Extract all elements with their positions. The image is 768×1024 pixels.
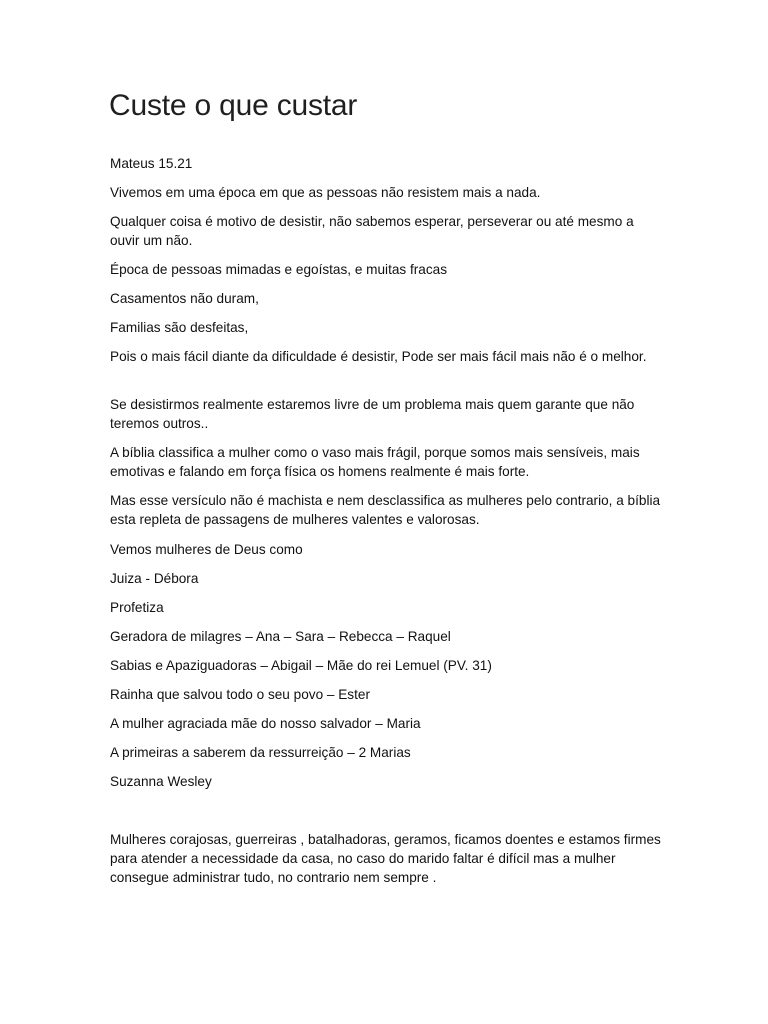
list-item: Geradora de milagres – Ana – Sara – Rebecca – Raquel [110, 629, 451, 644]
list-item: Suzanna Wesley [110, 774, 212, 789]
paragraph-scripture-reference: Mateus 15.21 [110, 156, 193, 171]
document-title: Custe o que custar [109, 89, 358, 122]
paragraph: Vemos mulheres de Deus como [110, 542, 303, 557]
list-item: A mulher agraciada mãe do nosso salvador – Maria [110, 716, 421, 731]
paragraph: Mas esse versículo não é machista e nem desclassifica as mulheres pelo contrario, a bíblia esta repleta de passagens de mulheres valentes e valorosas. [110, 493, 661, 527]
list-item: A primeiras a saberem da ressurreição – 2 Marias [110, 745, 411, 760]
paragraph: Pois o mais fácil diante da dificuldade é desistir, Pode ser mais fácil mais não é o melhor. [110, 349, 647, 364]
list-item: Juiza - Débora [110, 571, 199, 586]
list-item: Rainha que salvou todo o seu povo – Ester [110, 687, 370, 702]
paragraph: Época de pessoas mimadas e egoístas, e muitas fracas [110, 262, 447, 277]
paragraph: Vivemos em uma época em que as pessoas não resistem mais a nada. [110, 185, 541, 200]
list-item: Sabias e Apaziguadoras – Abigail – Mãe do rei Lemuel (PV. 31) [110, 658, 492, 673]
paragraph: Qualquer coisa é motivo de desistir, não sabemos esperar, perseverar ou até mesmo a ouvir um não. [110, 214, 634, 248]
paragraph: Mulheres corajosas, guerreiras , batalhadoras, geramos, ficamos doentes e estamos firmes para atender a necessidade da casa, no caso do marido faltar é difícil mas a mulher consegue administrar tudo, no contrario nem sempre . [110, 832, 661, 885]
paragraph: A bíblia classifica a mulher como o vaso mais frágil, porque somos mais sensíveis, mais emotivas e falando em força física os homens realmente é mais forte. [110, 445, 640, 479]
paragraph: Se desistirmos realmente estaremos livre de um problema mais quem garante que não teremos outros.. [110, 397, 635, 431]
paragraph: Familias são desfeitas, [110, 320, 249, 335]
paragraph: Casamentos não duram, [110, 291, 259, 306]
list-item: Profetiza [110, 600, 164, 615]
